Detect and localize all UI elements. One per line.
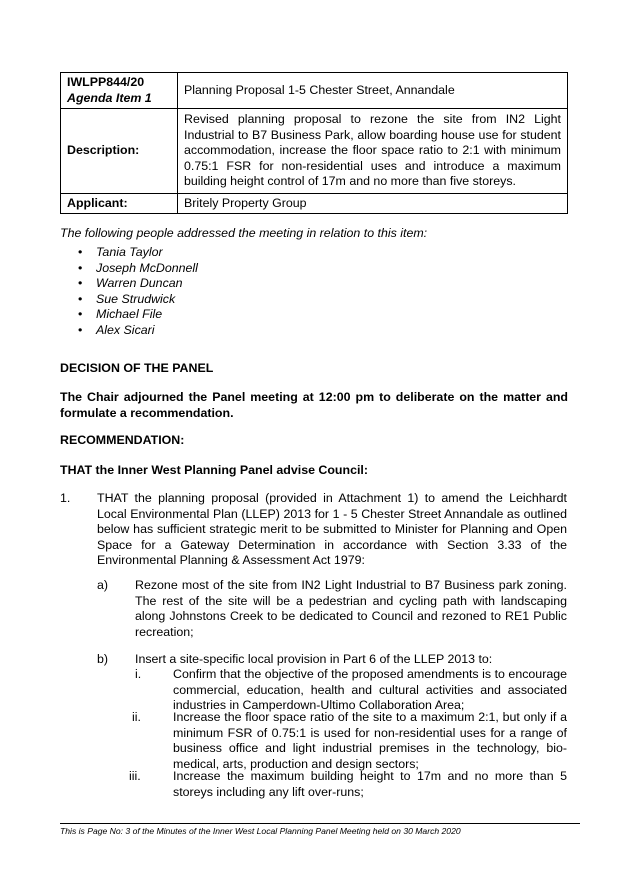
roman-label: ii. [132, 710, 141, 724]
applicant-row [61, 193, 568, 214]
sub-item-label: b) [97, 652, 109, 666]
adjournment-statement: The Chair adjourned the Panel meeting at 12:00 pm to deliberate on the matter and formulate a recommendation. [60, 390, 568, 420]
applicant-label: Applicant: [61, 193, 178, 214]
description-text: Revised planning proposal to rezone the site from IN2 Light Industrial to B7 Business Park, allow boarding house use for student accommodation, increase the floor space ratio to 2:1 with minimum 0.75:1 FSR for non-residential uses and introduce a maximum building height control of 17m and no more than five storeys. [178, 109, 568, 194]
speaker-item: • Sue Strudwick [60, 292, 198, 308]
roman-label: i. [135, 667, 142, 681]
speaker-item: • Tania Taylor [60, 245, 198, 261]
recommendation-item-1: THAT the planning proposal (provided in Attachment 1) to amend the Leichhardt Local Environmental Plan (LLEP) 2013 for 1 - 5 Chester Street Annandale as outlined below has sufficient strategic merit to be submitted to Minister for Planning and Open Space for a Gateway Determination in accordance with Section 3.33 of the Environmental Planning & Assessment Act 1979: [97, 491, 567, 567]
roman-label: iii. [129, 769, 141, 783]
applicant-name: Britely Property Group [178, 193, 568, 214]
sub-item-b-text: Insert a site-specific local provision in Part 6 of the LLEP 2013 to: [135, 652, 493, 666]
sub-item-a-text: Rezone most of the site from IN2 Light Industrial to B7 Business park zoning. The rest of the site will be a pedestrian and cycling path with landscaping along Johnstons Creek to be dedicated to Council and rezoned to RE1 Public recreation; [135, 578, 567, 639]
speaker-list [60, 245, 198, 339]
speaker-item: • Alex Sicari [60, 323, 198, 339]
speaker-item: • Michael File [60, 307, 198, 323]
item-reference-code: IWLPP844/20 [67, 75, 145, 89]
page-footer: This is Page No: 3 of the Minutes of the Inner West Local Planning Panel Meeting held on 30 March 2020 [60, 826, 461, 836]
description-row [61, 109, 568, 194]
agenda-item-label: Agenda Item 1 [67, 90, 152, 105]
advice-statement: THAT the Inner West Planning Panel advise Council: [60, 463, 368, 477]
decision-heading: DECISION OF THE PANEL [60, 361, 214, 375]
item-details-table [60, 72, 568, 214]
description-label: Description: [61, 109, 178, 194]
item-reference-cell [61, 73, 178, 109]
sub-item-label: a) [97, 578, 109, 592]
item-title-row [61, 73, 568, 109]
provision-ii-text: Increase the floor space ratio of the site to a maximum 2:1, but only if a minimum FSR of 0.75:1 is used for non-residential uses for a range of business office and light industrial premises in the technology, bio-medical, arts, production and design sectors; [173, 710, 567, 771]
footer-divider [60, 823, 580, 824]
item-title: Planning Proposal 1-5 Chester Street, Annandale [178, 73, 568, 109]
speaker-item: • Joseph McDonnell [60, 261, 198, 277]
recommendation-heading: RECOMMENDATION: [60, 433, 185, 447]
provision-i-text: Confirm that the objective of the proposed amendments is to encourage commercial, education, health and cultural activities and associated industries in Camperdown-Ultimo Collaboration Area; [173, 667, 567, 712]
provision-iii-text: Increase the maximum building height to 17m and no more than 5 storeys including any lift over-runs; [173, 769, 567, 799]
speaker-item: • Warren Duncan [60, 276, 198, 292]
item-number: 1. [60, 491, 71, 505]
speakers-intro: The following people addressed the meeting in relation to this item: [60, 226, 428, 240]
